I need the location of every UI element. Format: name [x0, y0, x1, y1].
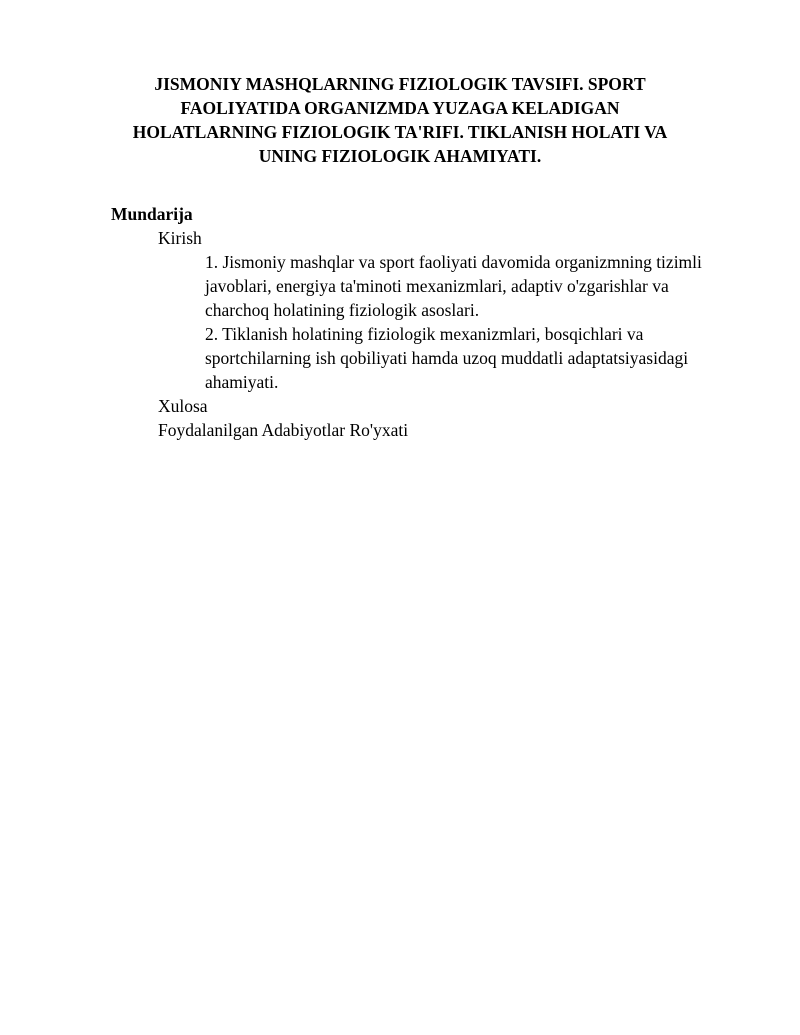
toc-item-section-1: 1. Jismoniy mashqlar va sport faoliyati davomida organizmning tizimli javoblari, energiya ta'minoti mexanizmlari, adaptiv o'zgarishlar va charchoq holatining fiziologik asoslari. [205, 252, 702, 320]
toc-item-introduction: Kirish [158, 228, 202, 248]
document-title: JISMONIY MASHQLARNING FIZIOLOGIK TAVSIFI. SPORT FAOLIYATIDA ORGANIZMDA YUZAGA KELADIGAN HOLATLARNING FIZIOLOGIK TA'RIFI. TIKLANISH HOLATI VA UNING FIZIOLOGIK AHAMIYATI. [132, 74, 668, 166]
toc-item-conclusion: Xulosa [158, 396, 208, 416]
toc-item-references: Foydalanilgan Adabiyotlar Ro'yxati [158, 420, 409, 440]
toc-item-section-2: 2. Tiklanish holatining fiziologik mexanizmlari, bosqichlari va sportchilarning ish qobiliyati hamda uzoq muddatli adaptatsiyasidagi ahamiyati. [205, 324, 689, 392]
table-of-contents [111, 226, 731, 442]
toc-heading: Mundarija [111, 204, 193, 224]
